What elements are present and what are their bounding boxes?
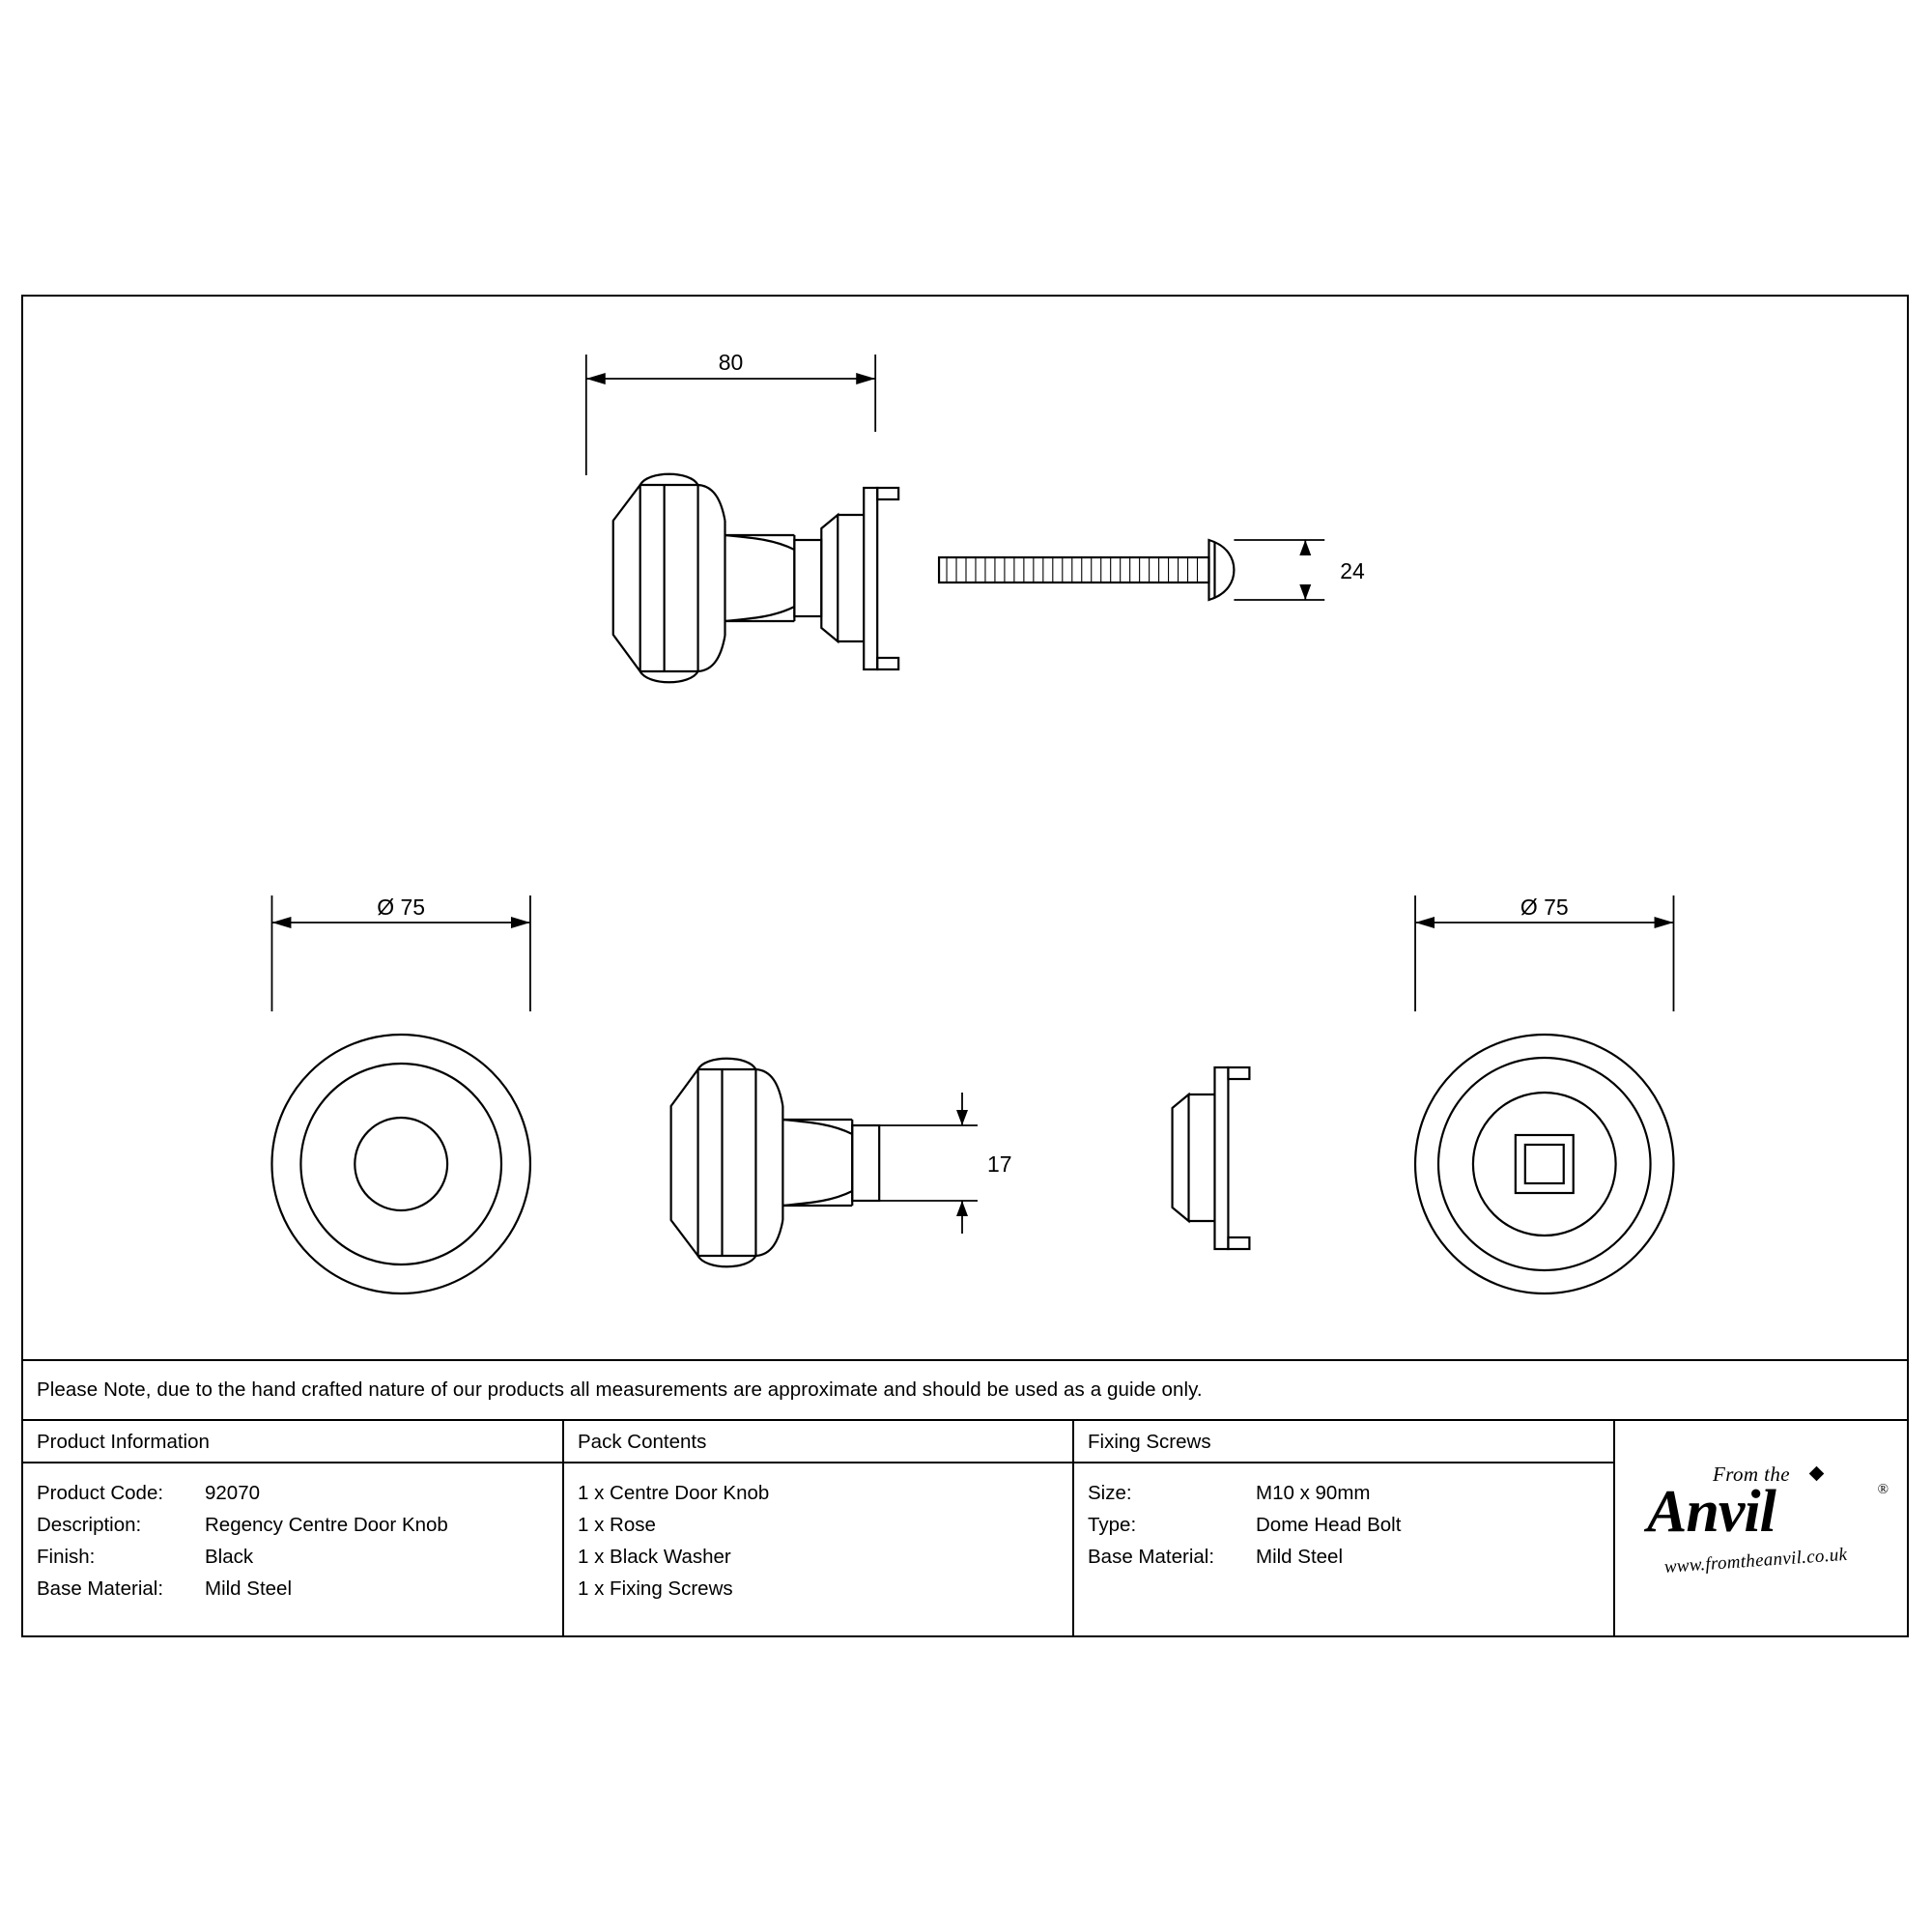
- information-table: [23, 1419, 1907, 1637]
- dimension-17: [879, 1093, 978, 1234]
- product-code-label: Product Code:: [37, 1482, 164, 1504]
- description-label: Description:: [37, 1514, 142, 1536]
- base-material-label: Base Material:: [37, 1577, 164, 1600]
- pack-contents-column: [562, 1421, 1072, 1637]
- logo-anvil-text: Anvil: [1647, 1479, 1776, 1545]
- fixing-type-label: Type:: [1088, 1514, 1137, 1536]
- fixing-base-material-value: Mild Steel: [1256, 1546, 1344, 1568]
- product-information-heading: Product Information: [23, 1421, 562, 1463]
- dimension-24: [1234, 540, 1324, 600]
- logo-from-the-text: From the: [1713, 1463, 1790, 1486]
- fixing-screws-column: [1072, 1421, 1613, 1637]
- knob-front-view: [271, 1035, 529, 1293]
- dimension-label-17: 17: [986, 1151, 1012, 1178]
- fixing-screws-heading: Fixing Screws: [1074, 1421, 1613, 1463]
- brand-logo-cell: [1613, 1421, 1907, 1637]
- measurement-note-bar: [23, 1359, 1907, 1419]
- fixing-size-label: Size:: [1088, 1482, 1132, 1504]
- measurement-note-text: Please Note, due to the hand crafted nature of our products all measurements are approximate and should be used as a guide only.: [37, 1378, 1203, 1401]
- finish-row: [37, 1541, 562, 1573]
- technical-drawing-svg: [23, 297, 1907, 1359]
- pack-contents-heading: Pack Contents: [564, 1421, 1072, 1463]
- description-row: [37, 1509, 562, 1541]
- base-material-value: Mild Steel: [205, 1577, 293, 1600]
- product-code-value: 92070: [205, 1482, 261, 1504]
- pack-contents-item: 1 x Centre Door Knob: [578, 1482, 770, 1504]
- rose-back-view: [1415, 1035, 1673, 1293]
- logo-website-url: www.fromtheanvil.co.uk: [1663, 1544, 1848, 1577]
- fixing-bolt-side-view: [939, 540, 1234, 600]
- product-information-body: [23, 1463, 562, 1605]
- finish-label: Finish:: [37, 1546, 96, 1568]
- fixing-type-value: Dome Head Bolt: [1256, 1514, 1402, 1536]
- registered-trademark-icon: ®: [1877, 1482, 1889, 1497]
- fixing-screws-body: [1074, 1463, 1613, 1573]
- description-value: Regency Centre Door Knob: [205, 1514, 448, 1536]
- dimension-label-80: 80: [718, 349, 744, 376]
- dimension-label-diameter-75-right: Ø 75: [1520, 894, 1569, 921]
- drawing-sheet: [21, 295, 1909, 1637]
- pack-contents-item: 1 x Fixing Screws: [578, 1577, 733, 1600]
- finish-value: Black: [205, 1546, 254, 1568]
- product-code-row: [37, 1477, 562, 1509]
- fixing-base-material-label: Base Material:: [1088, 1546, 1215, 1568]
- knob-side-view-small: [671, 1059, 880, 1267]
- fixing-base-material-row: [1088, 1541, 1613, 1573]
- fixing-size-value: M10 x 90mm: [1256, 1482, 1371, 1504]
- rose-side-view: [1173, 1067, 1250, 1249]
- diamond-icon: [1809, 1466, 1825, 1482]
- product-information-column: [23, 1421, 562, 1637]
- pack-contents-item: 1 x Rose: [578, 1514, 656, 1536]
- fixing-size-row: [1088, 1477, 1613, 1509]
- fixing-type-row: [1088, 1509, 1613, 1541]
- brand-logo: [1632, 1457, 1890, 1602]
- base-material-row: [37, 1573, 562, 1605]
- technical-drawing-area: [23, 297, 1907, 1359]
- knob-side-view: [613, 474, 898, 683]
- pack-contents-body: [564, 1463, 1072, 1605]
- dimension-label-diameter-75-left: Ø 75: [377, 894, 426, 921]
- dimension-label-24: 24: [1340, 557, 1365, 584]
- pack-contents-item: 1 x Black Washer: [578, 1546, 731, 1568]
